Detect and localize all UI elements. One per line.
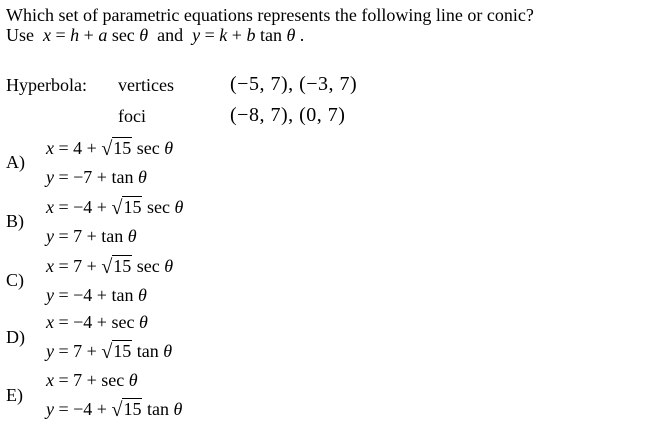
shape-label: Hyperbola: — [6, 75, 87, 95]
option-x-equation: x = 7 + √15 sec θ — [46, 256, 174, 278]
vertices-value: (−5, 7), (−3, 7) — [230, 73, 358, 95]
option-letter: D) — [6, 327, 25, 347]
option-y-equation: y = 7 + tan θ — [46, 226, 137, 246]
formula-y: y = k + b tan θ . — [192, 25, 305, 45]
question-formula-line — [6, 25, 304, 45]
option-y-equation: y = −4 + √15 tan θ — [46, 399, 183, 421]
vertices-label: vertices — [118, 75, 174, 95]
option-x-equation: x = −4 + sec θ — [46, 312, 148, 332]
option-y-equation: y = −7 + tan θ — [46, 167, 147, 187]
foci-label: foci — [118, 106, 146, 126]
option-letter: B) — [6, 211, 24, 231]
use-label: Use — [6, 25, 34, 45]
option-x-equation: x = −4 + √15 sec θ — [46, 197, 184, 219]
option-x-equation: x = 7 + sec θ — [46, 370, 138, 390]
option-letter: A) — [6, 152, 25, 172]
option-y-equation: y = −4 + tan θ — [46, 285, 147, 305]
foci-value: (−8, 7), (0, 7) — [230, 104, 346, 126]
option-letter: E) — [6, 385, 23, 405]
option-x-equation: x = 4 + √15 sec θ — [46, 138, 174, 160]
option-y-equation: y = 7 + √15 tan θ — [46, 341, 173, 363]
question-text: Which set of parametric equations represents the following line or conic? — [6, 5, 534, 25]
and-label: and — [157, 25, 184, 45]
option-letter: C) — [6, 270, 24, 290]
formula-x: x = h + a sec θ — [43, 25, 149, 45]
